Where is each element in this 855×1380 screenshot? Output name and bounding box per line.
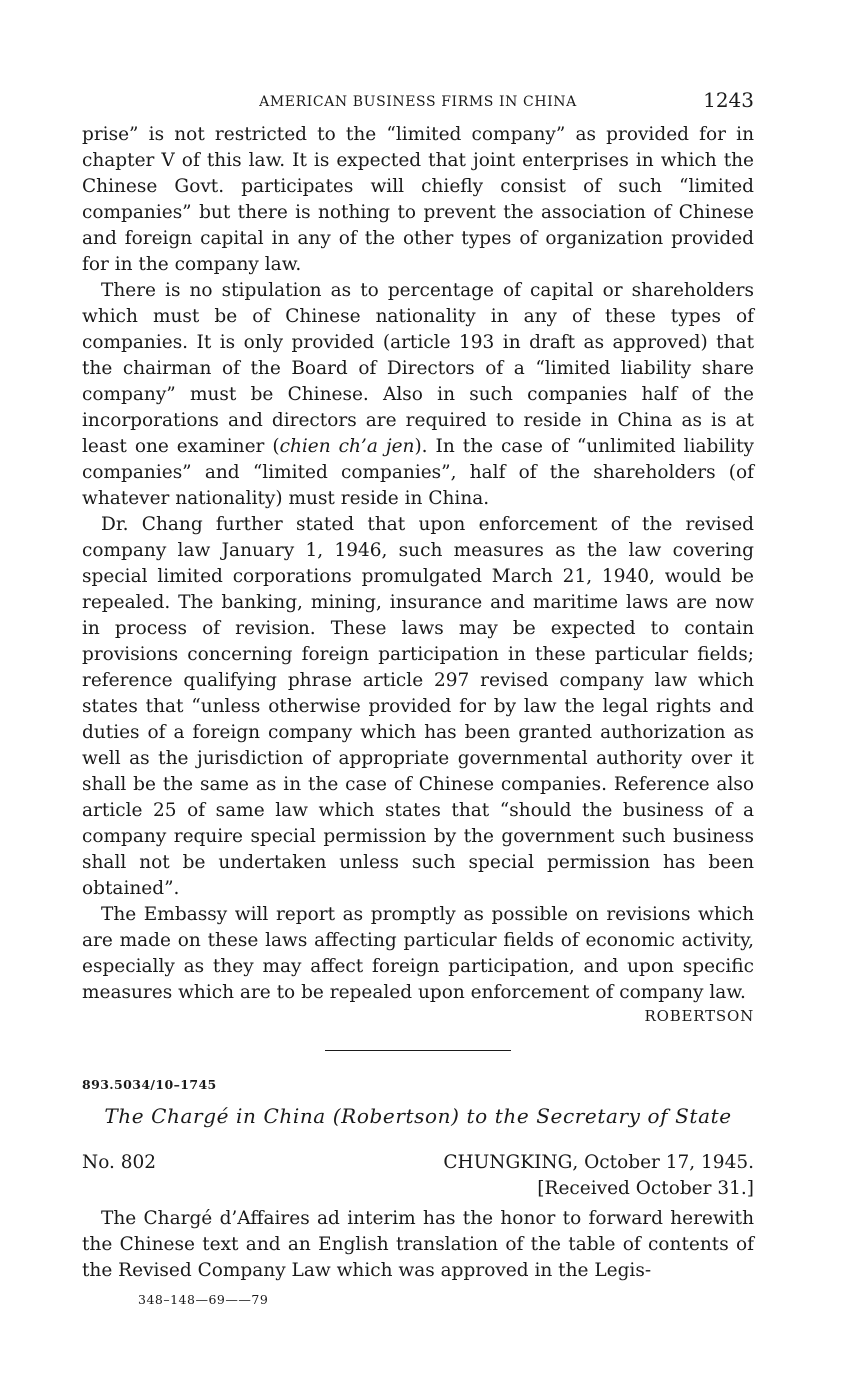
paragraph-charge-daffaires: The Chargé d’Affaires ad interim has the honor to forward herewith the Chinese text and an English translation of the table of contents of the Revised Company Law which was approved in the Legis-	[82, 1208, 754, 1281]
paragraph-text: There is no stipulation as to percentage of capital or shareholders which must be of Chinese nationality in any of these types of companies. It is only provided (article 193 in draft as approved) that the chairman of the Board of Directors of a “limited liability share company” must be Chinese. Also in such companies half of the incorporations and directors are required to reside in China as is at least one examiner (	[82, 280, 754, 457]
file-number: 893.5034/10–1745	[82, 1077, 217, 1092]
romanized-term: chien ch’a jen	[279, 436, 415, 457]
document-title: The Chargé in China (Robertson) to the Secretary of State	[104, 1104, 732, 1128]
document-number: No. 802	[82, 1152, 157, 1173]
paragraph-text: ). In the case of “unlimited liability companies” and “limited companies”, half of the shareholders (of whatever nationality) must reside in China.	[82, 436, 755, 509]
document-page	[82, 88, 754, 1307]
page-header	[82, 88, 754, 122]
place-and-date	[443, 1150, 754, 1176]
paragraph-company-types: prise” is not restricted to the “limited company” as provided for in chapter V of this law. It is expected that joint enterprises in which the Chinese Govt. participates will chiefly consist of such “limited companies” but there is nothing to prevent the association of Chinese and foreign capital in any of the other types of organization provided for in the company law.	[82, 124, 754, 275]
place: CHUNGKING	[443, 1152, 573, 1173]
dateline	[82, 1150, 754, 1176]
section-divider	[325, 1050, 511, 1051]
running-title: AMERICAN BUSINESS FIRMS IN CHINA	[259, 94, 577, 110]
signature-robertson: ROBERTSON	[644, 1007, 754, 1025]
page-number: 1243	[703, 88, 754, 112]
paragraph-embassy-report: The Embassy will report as promptly as possible on revisions which are made on these laws affecting particular fields of economic activity, especially as they may affect foreign participation, and upon specific measures which are to be repealed upon enforcement of company law.	[82, 904, 754, 1003]
paragraph-dr-chang: Dr. Chang further stated that upon enforcement of the revised company law January 1, 1946, such measures as the law covering special limited corporations promulgated March 21, 1940, would be repealed. The banking, mining, insurance and maritime laws are now in process of revision. These laws may be expected to contain provisions concerning foreign participation in these particular fields; reference qualifying phrase article 297 revised company law which states that “unless otherwise provided for by law the legal rights and duties of a foreign company which has been granted authorization as well as the jurisdiction of appropriate governmental authority over it shall be the same as in the case of Chinese companies. Reference also article 25 of same law which states that “should the business of a company require special permission by the government such business shall not be undertaken unless such special permission has been obtained”.	[82, 514, 754, 899]
received-date: [Received October 31.]	[537, 1178, 754, 1199]
paragraph-nationality-stipulation	[82, 278, 754, 512]
date: , October 17, 1945.	[572, 1152, 754, 1173]
printer-signature: 348–148—69——79	[138, 1292, 269, 1307]
